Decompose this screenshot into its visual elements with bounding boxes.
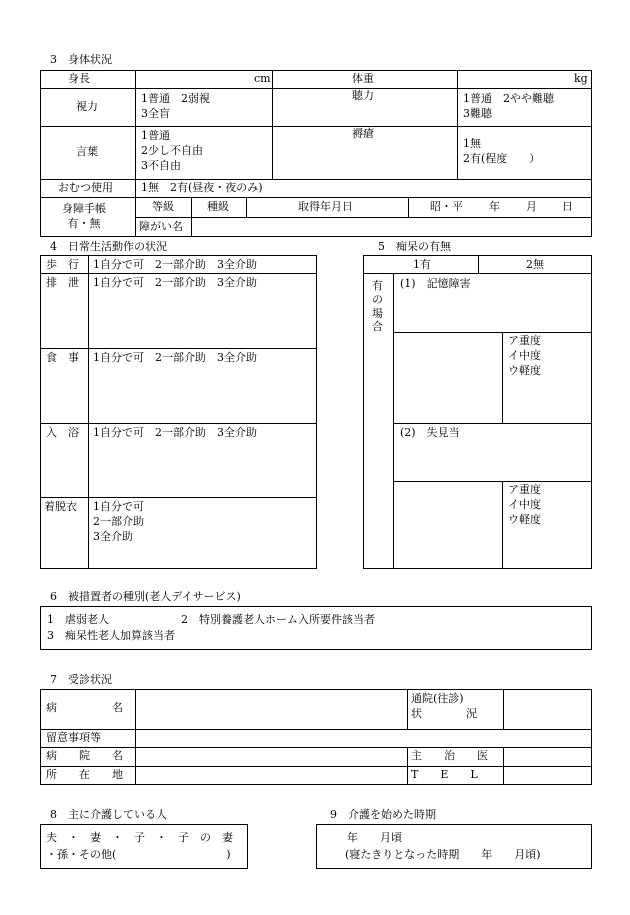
caregiver-box xyxy=(40,824,248,869)
handbook-label: 身障手帳 有・無 xyxy=(62,202,106,230)
month-label: 月 xyxy=(526,200,537,213)
diaper-options: 1無 2有(昼夜・夜のみ) xyxy=(141,181,263,194)
section3-heading: 3 身体状況 xyxy=(50,53,112,66)
hearing-label: 聴力 xyxy=(352,89,374,102)
height-unit: cm xyxy=(254,72,271,85)
acquired-date-label: 取得年月日 xyxy=(298,200,353,213)
kind-label: 種級 xyxy=(207,200,229,213)
section8-heading: 8 主に介護している人 xyxy=(50,808,167,821)
attending-doctor-label: 主 治 医 xyxy=(411,749,488,762)
height-label: 身長 xyxy=(68,72,90,85)
adl-walking-label: 歩 行 xyxy=(46,258,79,271)
diaper-label: おむつ使用 xyxy=(58,181,113,194)
disease-name-label: 病 名 xyxy=(46,701,123,714)
disability-name-label: 障がい名 xyxy=(139,220,183,233)
table-border xyxy=(363,255,592,569)
speech-label: 言葉 xyxy=(76,145,98,158)
adl-dressing-options: 1自分で可 2一部介助 3全介助 xyxy=(93,500,144,543)
adl-eating-label: 食 事 xyxy=(46,351,79,364)
weight-label: 体重 xyxy=(352,72,374,85)
recipient-type-box xyxy=(40,606,592,650)
care-start-line1: 年 月頃 xyxy=(347,831,402,844)
adl-excretion-options: 1自分で可 2一部介助 3全介助 xyxy=(93,276,257,289)
era-label: 昭・平 xyxy=(430,200,463,213)
address-label: 所 在 地 xyxy=(46,768,123,781)
visit-status-label: 通院(往診) 状 況 xyxy=(411,692,477,720)
table-border xyxy=(40,255,317,569)
adl-walking-options: 1自分で可 2一部介助 3全介助 xyxy=(93,258,257,271)
bedsore-options: 1無 2有(程度 ） xyxy=(463,137,541,165)
notes-label: 留意事項等 xyxy=(46,731,101,744)
vision-options: 1普通 2弱視 3全盲 xyxy=(141,92,210,120)
recipient-type-1: 1 虐弱老人 xyxy=(47,613,109,626)
day-label: 日 xyxy=(562,200,573,213)
care-start-line2: (寝たきりとなった時期 年 月頃) xyxy=(345,848,541,861)
adl-bathing-options: 1自分で可 2一部介助 3全介助 xyxy=(93,426,257,439)
year-label: 年 xyxy=(489,200,500,213)
recipient-type-2: 2 特別養護老人ホーム入所要件該当者 xyxy=(181,613,375,626)
recipient-type-3: 3 痴呆性老人加算該当者 xyxy=(47,629,175,642)
adl-eating-options: 1自分で可 2一部介助 3全介助 xyxy=(93,351,257,364)
dementia-no: 2無 xyxy=(526,258,544,271)
hospital-name-label: 病 院 名 xyxy=(46,749,123,762)
caregiver-line1: 夫 ・ 妻 ・ 子 ・ 子 の 妻 xyxy=(46,831,233,844)
section9-heading: 9 介護を始めた時期 xyxy=(330,808,436,821)
memory-severity-options: ア重度 イ中度 ウ軽度 xyxy=(508,334,541,377)
bedsore-label: 褥瘡 xyxy=(352,127,374,140)
care-start-box xyxy=(316,824,592,869)
section5-heading: 5 痴呆の有無 xyxy=(378,240,451,253)
adl-bathing-label: 入 浴 xyxy=(46,426,79,439)
dementia-yes: 1有 xyxy=(413,258,431,271)
section4-heading: 4 日常生活動作の状況 xyxy=(50,240,167,253)
section7-heading: 7 受診状況 xyxy=(50,673,112,686)
vision-label: 視力 xyxy=(76,100,98,113)
memory-disorder-label: (1) 記憶障害 xyxy=(400,277,471,290)
speech-options: 1普通 2少し不自由 3不自由 xyxy=(141,129,203,172)
adl-dressing-label: 着脱衣 xyxy=(44,500,77,513)
adl-excretion-label: 排 泄 xyxy=(46,276,79,289)
if-yes-label: 有 の 場 合 xyxy=(372,279,383,334)
tel-label: T E L xyxy=(411,768,478,781)
section6-heading: 6 被措置者の種別(老人デイサービス) xyxy=(50,590,241,603)
disorientation-label: (2) 失見当 xyxy=(400,426,460,439)
caregiver-line2: ・孫・その他( ) xyxy=(46,848,231,861)
weight-unit: kg xyxy=(574,72,588,85)
grade-label: 等級 xyxy=(152,200,174,213)
disorientation-severity-options: ア重度 イ中度 ウ軽度 xyxy=(508,483,541,526)
hearing-options: 1普通 2やや難聴 3難聴 xyxy=(463,92,554,120)
